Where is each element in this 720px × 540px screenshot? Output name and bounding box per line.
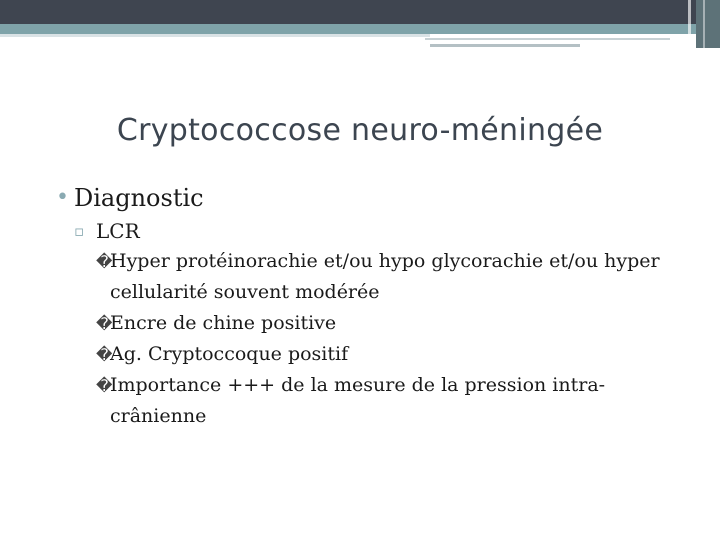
bullet-text: Ag. Cryptoccoque positif [110, 343, 349, 365]
bullet-level3 [96, 339, 696, 370]
top-band-highlight [0, 34, 430, 37]
bullet-text: LCR [96, 219, 140, 243]
bullet-dot-icon: • [56, 185, 69, 210]
bullet-placeholder-icon: � [96, 252, 113, 271]
top-band-teal [0, 24, 710, 34]
bullet-level3 [96, 308, 696, 339]
bullet-placeholder-icon: � [96, 376, 113, 395]
bullet-placeholder-icon: � [96, 314, 113, 333]
top-band-line [425, 38, 670, 40]
top-band-dark [0, 0, 696, 24]
top-band-stripe [688, 0, 691, 48]
slide-body [56, 180, 696, 432]
bullet-text: Hyper protéinorachie et/ou hypo glycorachie et/ou hyper cellularité souvent modérée [110, 250, 660, 303]
slide-title: Cryptococcose neuro-méningée [116, 113, 604, 148]
bullet-text: Importance +++ de la mesure de la pression intra-crânienne [110, 374, 606, 427]
bullet-square-icon: ▫ [74, 222, 85, 240]
bullet-text: Diagnostic [74, 184, 204, 212]
bullet-level1 [56, 180, 696, 216]
bullet-placeholder-icon: � [96, 345, 113, 364]
top-band-line [430, 44, 580, 47]
bullet-text: Encre de chine positive [110, 312, 337, 334]
top-band-stripe [703, 0, 705, 48]
bullet-level2 [74, 216, 696, 246]
bullet-level3 [96, 246, 696, 308]
bullet-level3 [96, 370, 696, 432]
top-band-corner [696, 0, 720, 48]
